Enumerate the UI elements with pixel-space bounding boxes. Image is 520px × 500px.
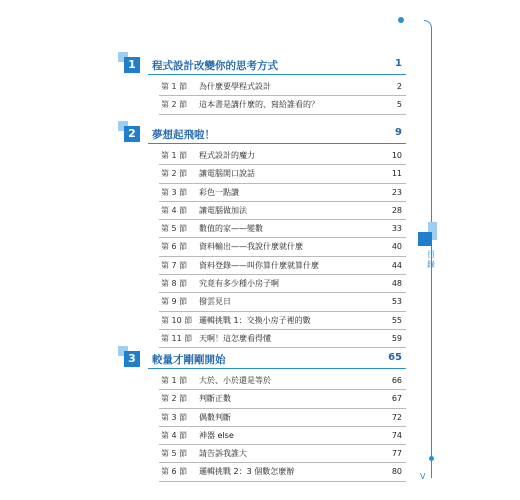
section-label: 第 3 節 — [161, 187, 188, 197]
section-title: 彩色一點讚 — [199, 187, 239, 197]
section-label: 第 2 節 — [161, 169, 188, 179]
section-page: 40 — [391, 242, 402, 252]
section-row[interactable] — [159, 390, 406, 408]
section-label: 第 5 節 — [161, 449, 188, 459]
section-title: 讓電腦開口說話 — [199, 169, 255, 179]
section-page: 5 — [396, 100, 402, 110]
section-row[interactable] — [159, 238, 406, 256]
section-page: 11 — [391, 169, 402, 179]
section-list — [118, 147, 406, 348]
section-row[interactable] — [159, 202, 406, 220]
chapter-number: 2 — [124, 126, 140, 142]
section-page: 59 — [391, 333, 402, 343]
section-row[interactable] — [159, 165, 406, 183]
section-row[interactable] — [159, 78, 406, 96]
section-page: 10 — [391, 151, 402, 160]
section-page: 55 — [391, 315, 402, 325]
section-row[interactable] — [159, 463, 406, 481]
section-label: 第 9 節 — [161, 297, 188, 307]
section-title: 數值的家——變數 — [199, 224, 263, 234]
section-label: 第 6 節 — [161, 242, 188, 252]
chapter-heading[interactable] — [118, 346, 406, 370]
decor-dot-top — [398, 17, 404, 23]
section-list — [118, 78, 406, 115]
chapter-title: 較量才剛剛開始 — [152, 354, 226, 366]
section-title: 偶數判斷 — [199, 412, 231, 422]
chapter-1 — [118, 52, 406, 115]
section-label: 第 7 節 — [161, 260, 188, 270]
chapter-2 — [118, 121, 406, 348]
decor-dot-bottom — [429, 456, 434, 461]
chapter-number: 3 — [124, 351, 140, 367]
chapter-heading[interactable] — [118, 52, 406, 76]
section-page: 80 — [391, 467, 402, 477]
section-title: 為什麼要學程式設計 — [199, 82, 271, 91]
section-label: 第 1 節 — [161, 151, 188, 160]
section-label: 第 1 節 — [161, 376, 188, 385]
section-row[interactable] — [159, 445, 406, 463]
section-label: 第 2 節 — [161, 100, 188, 110]
section-title: 究竟有多少種小房子啊 — [199, 279, 279, 289]
section-title: 程式設計的魔力 — [199, 151, 255, 160]
section-page: 74 — [391, 430, 402, 440]
section-page: 33 — [391, 224, 402, 234]
chapter-number: 1 — [124, 57, 140, 73]
chapter-title: 夢想起飛啦！ — [152, 129, 215, 141]
section-label: 第 4 節 — [161, 430, 188, 440]
section-page: 23 — [391, 187, 402, 197]
section-row[interactable] — [159, 184, 406, 202]
section-row[interactable] — [159, 220, 406, 238]
section-label: 第 4 節 — [161, 205, 188, 215]
section-row[interactable] — [159, 257, 406, 275]
chapter-page: 65 — [388, 352, 402, 363]
toc-side-label: 目錄 — [427, 250, 435, 269]
section-label: 第 10 節 — [161, 315, 193, 325]
section-title: 讓電腦做加法 — [199, 205, 247, 215]
section-page: 28 — [391, 205, 402, 215]
section-page: 66 — [391, 376, 402, 385]
section-label: 第 6 節 — [161, 467, 188, 477]
section-label: 第 1 節 — [161, 82, 188, 91]
section-row[interactable] — [159, 147, 406, 165]
chapter-heading[interactable] — [118, 121, 406, 145]
section-title: 判斷正數 — [199, 394, 231, 404]
section-title: 大於、小於還是等於 — [199, 376, 271, 385]
section-row[interactable] — [159, 275, 406, 293]
section-row[interactable] — [159, 427, 406, 445]
section-title: 邏輯挑戰 1：交換小房子裡的數 — [199, 315, 311, 325]
decor-side-line — [424, 20, 432, 478]
section-title: 這本書是講什麼的、寫給誰看的？ — [199, 100, 319, 110]
section-title: 資料輸出——我說什麼就什麼 — [199, 242, 303, 252]
chapter-page: 1 — [395, 58, 402, 69]
section-page: 53 — [391, 297, 402, 307]
chapter-title: 程式設計改變你的思考方式 — [152, 60, 278, 72]
section-page: 77 — [391, 449, 402, 459]
section-row[interactable] — [159, 312, 406, 330]
chapter-rule — [148, 368, 406, 369]
section-title: 天啊！這怎麼看得懂 — [199, 333, 271, 343]
section-label: 第 8 節 — [161, 279, 188, 289]
section-page: 48 — [391, 279, 402, 289]
section-row[interactable] — [159, 293, 406, 311]
section-title: 邏輯挑戰 2：3 個數怎麼辦 — [199, 467, 295, 477]
section-row[interactable] — [159, 409, 406, 427]
section-page: 67 — [391, 394, 402, 404]
section-page: 72 — [391, 412, 402, 422]
section-title: 請告訴我誰大 — [199, 449, 247, 459]
chapter-rule — [148, 74, 406, 75]
section-list — [118, 372, 406, 482]
section-title: 資料登錄——叫你算什麼就算什麼 — [199, 260, 319, 270]
section-page: 2 — [396, 82, 402, 91]
section-label: 第 11 節 — [161, 333, 193, 343]
chapter-page: 9 — [395, 127, 402, 138]
page-number: V — [420, 472, 426, 481]
section-label: 第 3 節 — [161, 412, 188, 422]
section-label: 第 5 節 — [161, 224, 188, 234]
section-title: 神器 else — [199, 430, 234, 440]
section-label: 第 2 節 — [161, 394, 188, 404]
chapter-rule — [148, 143, 406, 144]
section-page: 44 — [391, 260, 402, 270]
toc-tab-marker — [418, 232, 432, 246]
section-row[interactable] — [159, 96, 406, 114]
chapter-3 — [118, 346, 406, 482]
section-title: 撥雲見日 — [199, 297, 231, 307]
section-row[interactable] — [159, 372, 406, 390]
